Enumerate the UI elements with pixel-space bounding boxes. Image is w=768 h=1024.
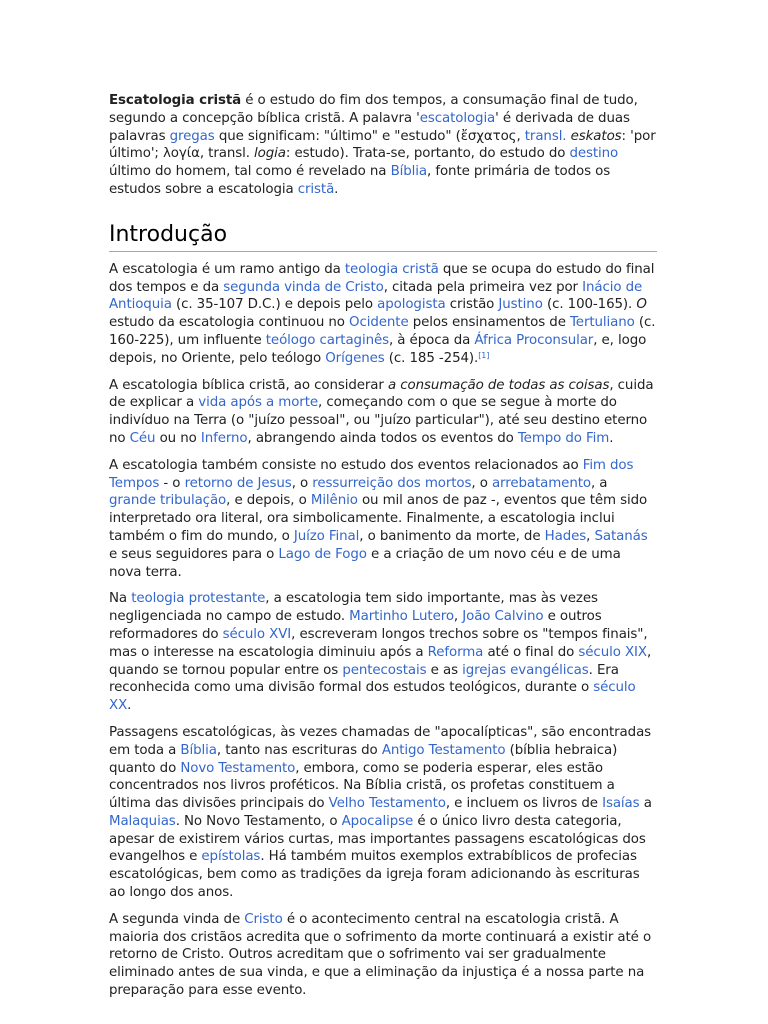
wiki-link[interactable]: Velho Testamento <box>328 796 446 812</box>
wiki-link[interactable]: Martinho Lutero <box>349 609 454 625</box>
text-run: , e, logo depois, no Oriente, pelo teólogo <box>109 332 647 366</box>
text-run: ' é derivada de duas palavras <box>109 110 630 144</box>
wiki-link[interactable]: Inácio de Antioquia <box>109 279 643 313</box>
wiki-link[interactable]: Bíblia <box>180 742 217 758</box>
text-run: , começando com o que se segue à morte do indivíduo na Terra (o "juízo pessoal", ou "juízo particular"), até seu destino eterno no <box>109 395 648 446</box>
text-run: , embora, como se poderia esperar, eles estão concentrados nos livros proféticos. Na Bíblia cristã, os profetas constituem a última das divisões principais do <box>109 760 615 812</box>
wiki-link[interactable]: Céu <box>129 430 156 446</box>
text-run: último do homem, tal como é revelado na <box>109 164 391 180</box>
wiki-link[interactable]: teologia protestante <box>131 591 266 607</box>
wiki-link[interactable]: Tempo do Fim <box>517 430 610 446</box>
text-run: . Era reconhecida como uma divisão formal dos estudos teológicos, durante o <box>109 662 619 696</box>
wiki-link[interactable]: Justino <box>498 297 543 313</box>
wiki-link[interactable]: gregas <box>169 128 215 144</box>
text-run: , <box>453 609 463 625</box>
paragraph-3 <box>109 457 657 582</box>
wiki-link[interactable]: Bíblia <box>390 164 428 180</box>
text-run: estudo da escatologia continuou no <box>109 315 350 331</box>
text-run: é o acontecimento central na escatologia cristã. A maioria dos cristãos acredita que o sofrimento da morte continuará a existir até o retorno de Cristo. Outros acreditam que o sofrimento vai ser gradualmente eliminado antes de sua vinda, e que a eliminação da injustiça é a nossa parte na preparação para esse evento. <box>109 911 652 999</box>
wiki-link[interactable]: Hades <box>544 528 587 544</box>
text-run: , escreveram longos trechos sobre os "tempos finais", mas o interesse na escatologia diminuiu após a <box>109 626 648 660</box>
text-run: . <box>334 181 339 197</box>
text-run: , a escatologia tem sido importante, mas às vezes negligenciada no campo de estudo. <box>109 591 598 625</box>
text-run: - o <box>159 475 185 491</box>
wiki-link[interactable]: Milênio <box>310 493 358 509</box>
wiki-link[interactable]: escatologia <box>419 110 496 126</box>
text-run: , <box>586 528 595 544</box>
wiki-link[interactable]: Lago de Fogo <box>278 546 367 562</box>
text-run: , abrangendo ainda todos os eventos do <box>247 430 518 446</box>
text-run: , citada pela primeira vez por <box>383 279 583 295</box>
italic-text: a consumação de todas as coisas <box>387 377 610 393</box>
paragraph-4 <box>109 590 657 715</box>
text-run: que se ocupa do estudo do final dos tempos e da <box>109 261 655 295</box>
italic-text: logia <box>254 146 286 162</box>
article-title-bold: Escatologia cristã <box>109 93 242 108</box>
text-run: é o único livro desta categoria, apesar de existirem vários curtas, mas importantes passagens escatológicas dos evangelhos e <box>109 813 646 865</box>
wiki-link[interactable]: teólogo cartaginês <box>265 332 389 348</box>
text-run: , e depois, o <box>226 493 311 509</box>
wiki-link[interactable]: João Calvino <box>462 609 544 625</box>
text-run: , tanto nas escrituras do <box>216 742 382 758</box>
text-run: . <box>609 430 614 446</box>
text-run: A escatologia bíblica cristã, ao considerar <box>109 377 388 393</box>
wiki-link[interactable]: grande tribulação <box>109 493 227 509</box>
text-run: : estudo). Trata-se, portanto, do estudo do <box>285 146 570 162</box>
wiki-link[interactable]: Fim dos Tempos <box>109 457 634 491</box>
wiki-link[interactable]: transl. <box>524 128 567 144</box>
text-run: ou no <box>155 430 201 446</box>
text-run: é o estudo do fim dos tempos, a consumação final de tudo, segundo a concepção bíblica cristã. A palavra ' <box>109 93 638 126</box>
wiki-link[interactable]: Orígenes <box>325 350 385 366</box>
text-run: . No Novo Testamento, o <box>175 813 342 829</box>
text-run: (c. 100-165). <box>542 297 637 313</box>
text-run: , fonte primária de todos os estudos sobre a escatologia <box>109 164 611 197</box>
wiki-link[interactable]: Reforma <box>427 644 484 660</box>
text-run: (c. 160-225), um influente <box>109 315 656 348</box>
text-run: pelos ensinamentos de <box>408 315 570 331</box>
text-run: e as <box>426 662 463 678</box>
text-run: até o final do <box>483 644 579 660</box>
wiki-link[interactable]: destino <box>569 146 619 162</box>
text-run: Passagens escatológicas, às vezes chamadas de "apocalípticas", são encontradas em toda a <box>109 724 652 758</box>
wiki-link[interactable]: África Proconsular <box>474 332 594 348</box>
paragraph-5 <box>109 724 657 902</box>
text-run: , à época da <box>388 332 475 348</box>
paragraph-2 <box>109 377 657 448</box>
wiki-link[interactable]: Isaías <box>602 796 640 812</box>
text-run: A segunda vinda de <box>109 911 245 927</box>
text-run: A escatologia é um ramo antigo da <box>109 261 345 277</box>
wiki-link[interactable]: epístolas <box>201 849 261 865</box>
wiki-link[interactable]: século XVI <box>222 626 292 642</box>
text-run: , quando se tornou popular entre os <box>109 644 652 678</box>
wiki-link[interactable]: Ocidente <box>349 315 409 331</box>
text-run: a <box>639 796 652 812</box>
text-run: , o <box>471 475 492 491</box>
wiki-link[interactable]: Novo Testamento <box>180 760 296 776</box>
article-body <box>109 92 657 1000</box>
wiki-link[interactable]: pentecostais <box>342 662 427 678</box>
wiki-link[interactable]: apologista <box>377 297 446 313</box>
wiki-link[interactable]: Juízo Final <box>293 528 360 544</box>
section-heading: Introdução <box>109 221 657 252</box>
wiki-link[interactable]: Apocalipse <box>341 813 414 829</box>
text-run: (c. 35-107 D.C.) e depois pelo <box>171 297 378 313</box>
wiki-link[interactable]: vida após a morte <box>198 395 318 411</box>
text-run: , o <box>291 475 313 491</box>
paragraph-6 <box>109 911 657 1000</box>
text-run: e a criação de um novo céu e de uma nova terra. <box>109 546 621 580</box>
wiki-link[interactable]: teologia cristã <box>344 261 439 277</box>
wiki-link[interactable]: igrejas evangélicas <box>462 662 589 678</box>
text-run: ou mil anos de paz -, eventos que têm sido interpretado ora literal, ora simbolicamente. Finalmente, a escatologia inclui também o fim do mundo, o <box>109 493 648 544</box>
text-run: Na <box>109 591 132 607</box>
wiki-link[interactable]: Tertuliano <box>570 315 635 331</box>
text-run: (c. 185 -254). <box>384 350 479 366</box>
wiki-link[interactable]: cristã <box>297 181 335 197</box>
text-run: (bíblia hebraica) quanto do <box>109 742 618 776</box>
wiki-link[interactable]: Inferno <box>200 430 248 446</box>
wiki-link[interactable]: ressurreição dos mortos <box>312 475 472 491</box>
wiki-link[interactable]: retorno de Jesus <box>184 475 292 491</box>
text-run: : 'por último'; λογία, transl. <box>109 128 656 162</box>
wiki-link[interactable]: Malaquias <box>109 813 176 829</box>
wiki-link[interactable]: arrebatamento <box>491 475 591 491</box>
footnote-ref[interactable]: [1] <box>478 350 490 360</box>
text-run: , e incluem os livros de <box>445 796 603 812</box>
text-run: e outros reformadores do <box>109 609 602 642</box>
text-run: , cuida de explicar a <box>109 377 654 411</box>
wiki-link[interactable]: Cristo <box>244 911 283 927</box>
text-run: cristão <box>445 297 499 313</box>
text-run: que significam: "último" e "estudo" (ἔσχατος, <box>214 128 525 144</box>
italic-text: eskatos <box>570 128 622 144</box>
text-run: , a <box>590 475 608 491</box>
wiki-link[interactable]: Satanás <box>594 528 648 544</box>
text-run: . Há também muitos exemplos extrabíblicos de profecias escatológicas, bem como as tradições da igreja foram adicionando às escrituras ao longo dos anos. <box>109 849 640 901</box>
italic-text: O <box>636 297 647 313</box>
text-run: A escatologia também consiste no estudo dos eventos relacionados ao <box>109 457 583 473</box>
wiki-link[interactable]: século XX <box>109 680 636 714</box>
wiki-link[interactable]: século XIX <box>578 644 647 660</box>
text-run: , o banimento da morte, de <box>359 528 545 544</box>
text-run: e seus seguidores para o <box>109 546 279 562</box>
wiki-link[interactable]: Antigo Testamento <box>381 742 506 758</box>
paragraph-1 <box>109 261 657 368</box>
wiki-link[interactable]: segunda vinda de Cristo <box>223 279 384 295</box>
intro-paragraph <box>109 92 657 199</box>
text-run: . <box>127 698 132 714</box>
